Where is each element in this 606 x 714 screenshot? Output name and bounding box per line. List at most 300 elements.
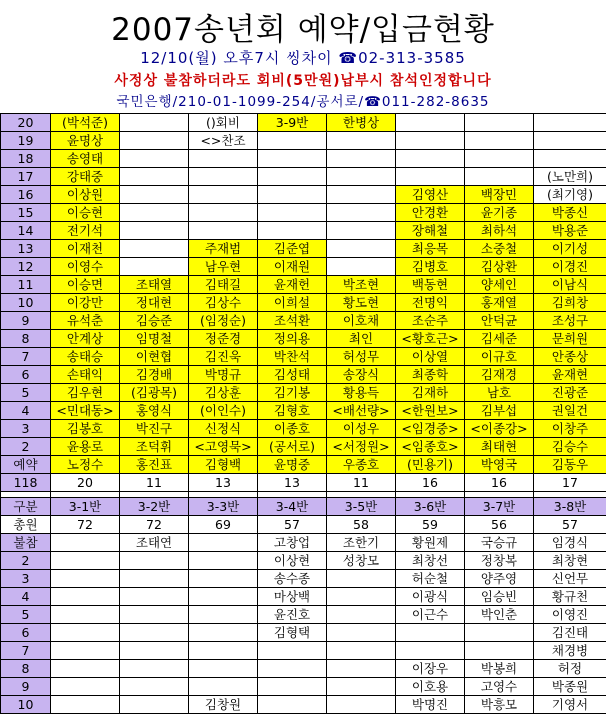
table-cell: 정창복 [465,552,534,570]
table-cell: 김성태 [258,366,327,384]
table-cell [51,570,120,588]
row-label: 구분 [1,498,51,516]
row-label: 10 [1,696,51,714]
absent-row [1,606,606,624]
table-cell: 송수종 [258,570,327,588]
table-cell: 조순주 [396,312,465,330]
table-cell [189,570,258,588]
table-cell: 이희설 [258,294,327,312]
table-cell [465,168,534,186]
table-row [1,222,606,240]
table-cell: 안덕균 [465,312,534,330]
absent-row [1,642,606,660]
table-cell [396,114,465,132]
table-cell: 소중철 [465,240,534,258]
table-cell: 고영수 [465,678,534,696]
absent-row [1,624,606,642]
absent-row [1,534,606,552]
table-cell: 김재하 [396,384,465,402]
table-cell: 주재범 [189,240,258,258]
table-cell: 조석환 [258,312,327,330]
row-label: 15 [1,204,51,222]
table-cell [189,204,258,222]
table-cell: 노정수 [51,456,120,474]
table-cell: 김상훈 [189,384,258,402]
table-cell: 김동우 [534,456,606,474]
table-cell: 윤명상 [51,132,120,150]
table-cell: 기영서 [534,696,606,714]
table-cell: 11 [120,474,189,492]
table-cell [189,606,258,624]
table-cell [120,624,189,642]
table-cell: 이재천 [51,240,120,258]
table-row [1,384,606,402]
count-row [1,474,606,492]
table-cell [396,150,465,168]
table-cell [327,606,396,624]
row-label: 2 [1,438,51,456]
table-cell: 김영산 [396,186,465,204]
table-cell: 허정 [534,660,606,678]
table-cell [258,696,327,714]
table-cell: 57 [258,516,327,534]
row-label: 6 [1,366,51,384]
table-cell [120,240,189,258]
table-cell: <한원보> [396,402,465,420]
table-cell [120,168,189,186]
table-cell: <>찬조 [189,132,258,150]
table-cell: 3-5반 [327,498,396,516]
table-cell [396,642,465,660]
table-cell: 김병호 [396,258,465,276]
table-cell: 성창모 [327,552,396,570]
table-cell: 이장우 [396,660,465,678]
table-cell: 김진욱 [189,348,258,366]
class-header-row [1,498,606,516]
row-label: 11 [1,276,51,294]
table-cell: 손태익 [51,366,120,384]
table-cell: 3-7반 [465,498,534,516]
table-cell [258,660,327,678]
table-cell [189,678,258,696]
table-cell [327,186,396,204]
table-cell [51,624,120,642]
table-cell [465,150,534,168]
table-cell [327,150,396,168]
table-row [1,330,606,348]
table-cell: 박용준 [534,222,606,240]
row-label: 예약 [1,456,51,474]
table-cell: 3-8반 [534,498,606,516]
table-row [1,456,606,474]
table-cell: 박명규 [189,366,258,384]
table-cell: 김우현 [51,384,120,402]
table-row [1,204,606,222]
table-cell [327,258,396,276]
table-cell [51,678,120,696]
table-cell [534,132,606,150]
row-label: 18 [1,150,51,168]
table-cell: 이종호 [258,420,327,438]
table-cell [189,186,258,204]
table-cell: 홍진표 [120,456,189,474]
table-cell: 72 [120,516,189,534]
table-cell: 3-3반 [189,498,258,516]
table-cell: 임경식 [534,534,606,552]
row-label: 13 [1,240,51,258]
row-label: 6 [1,624,51,642]
table-cell [120,132,189,150]
table-cell: 김봉호 [51,420,120,438]
table-cell: (최기영) [534,186,606,204]
table-cell: 백장민 [465,186,534,204]
table-cell [120,696,189,714]
table-cell [120,114,189,132]
table-cell: 김승준 [120,312,189,330]
table-cell: 윤재헌 [258,276,327,294]
row-label: 20 [1,114,51,132]
table-cell [51,660,120,678]
table-cell: 박영국 [465,456,534,474]
table-cell: 고창업 [258,534,327,552]
table-cell: 17 [534,474,606,492]
table-cell: 남우현 [189,258,258,276]
table-row [1,348,606,366]
table-cell: 최하석 [465,222,534,240]
table-cell: 박조현 [327,276,396,294]
table-cell [465,114,534,132]
table-cell: 박종원 [534,678,606,696]
table-cell: 김준엽 [258,240,327,258]
table-cell: <황호근> [396,330,465,348]
table-cell [51,588,120,606]
table-cell: 이성우 [327,420,396,438]
table-cell: 안계상 [51,330,120,348]
table-cell [327,570,396,588]
table-cell: 김상수 [189,294,258,312]
table-cell: 이호용 [396,678,465,696]
table-cell: 임명철 [120,330,189,348]
table-cell [258,204,327,222]
table-cell: 김형호 [258,402,327,420]
table-row [1,420,606,438]
table-cell [120,150,189,168]
table-cell: 이재원 [258,258,327,276]
table-cell: 우종호 [327,456,396,474]
table-cell: 3-6반 [396,498,465,516]
table-cell [51,696,120,714]
table-cell: 김상환 [465,258,534,276]
table-cell: 김부섭 [465,402,534,420]
absent-row [1,552,606,570]
table-cell: 홍재열 [465,294,534,312]
table-cell: 이창주 [534,420,606,438]
table-cell [258,150,327,168]
table-cell [189,150,258,168]
table-cell: 11 [327,474,396,492]
table-cell: 백동현 [396,276,465,294]
table-cell: 김창원 [189,696,258,714]
row-label: 9 [1,678,51,696]
table-cell: <배선량> [327,402,396,420]
table-cell [327,222,396,240]
row-label: 118 [1,474,51,492]
table-cell: 박인춘 [465,606,534,624]
table-cell: 김세준 [465,330,534,348]
row-label: 9 [1,312,51,330]
table-cell [120,186,189,204]
table-cell: 16 [396,474,465,492]
table-cell: 16 [465,474,534,492]
table-cell: 최태현 [465,438,534,456]
table-cell: 송영태 [51,150,120,168]
table-cell: 강태중 [51,168,120,186]
table-cell: 채경병 [534,642,606,660]
table-cell: 최인 [327,330,396,348]
table-cell: 신언무 [534,570,606,588]
table-cell: 황규천 [534,588,606,606]
table-row [1,150,606,168]
table-cell: (이인수) [189,402,258,420]
table-cell: 양주영 [465,570,534,588]
table-cell [327,642,396,660]
table-cell [120,258,189,276]
table-row [1,294,606,312]
table-cell: 김재경 [465,366,534,384]
table-cell: 권일건 [534,402,606,420]
table-cell: 58 [327,516,396,534]
table-cell [465,132,534,150]
table-cell [327,660,396,678]
row-label: 14 [1,222,51,240]
table-cell: 이현협 [120,348,189,366]
table-cell: 황도현 [327,294,396,312]
table-cell [396,168,465,186]
table-cell: 홍영식 [120,402,189,420]
table-cell: 김형백 [189,456,258,474]
table-cell: 3-9반 [258,114,327,132]
table-cell [120,552,189,570]
table-cell [327,132,396,150]
row-label: 17 [1,168,51,186]
event-info: 12/10(월) 오후7시 씽차이 ☎02-313-3585 [0,47,606,68]
table-cell: 정의용 [258,330,327,348]
table-row [1,438,606,456]
table-cell [120,570,189,588]
table-cell: 이상열 [396,348,465,366]
row-label: 8 [1,330,51,348]
table-cell [189,660,258,678]
table-cell: 박명진 [396,696,465,714]
row-label: 10 [1,294,51,312]
table-cell: 김승수 [534,438,606,456]
notice-text: 사정상 불참하더라도 회비(5만원)납부시 참석인정합니다 [0,70,606,90]
row-label: 5 [1,384,51,402]
table-cell [51,552,120,570]
table-cell: 김기봉 [258,384,327,402]
table-cell [327,678,396,696]
table-cell: 13 [258,474,327,492]
table-cell: 허순철 [396,570,465,588]
table-cell: 조한기 [327,534,396,552]
row-label: 총원 [1,516,51,534]
table-row [1,312,606,330]
table-cell: 3-1반 [51,498,120,516]
table-cell: ()회비 [189,114,258,132]
table-cell: 신정식 [189,420,258,438]
table-row [1,114,606,132]
table-cell [120,204,189,222]
table-cell: <고영묵> [189,438,258,456]
table-cell: 유석춘 [51,312,120,330]
table-cell: 윤진호 [258,606,327,624]
row-label: 불참 [1,534,51,552]
table-cell: 박봉희 [465,660,534,678]
table-cell [258,132,327,150]
table-cell [258,678,327,696]
table-cell: 최창선 [396,552,465,570]
table-cell: 박종신 [534,204,606,222]
table-cell: 이경진 [534,258,606,276]
table-row [1,402,606,420]
absent-row [1,678,606,696]
table-cell: <서정원> [327,438,396,456]
table-cell: 황원제 [396,534,465,552]
table-cell: 3-2반 [120,498,189,516]
table-cell: (민용기) [396,456,465,474]
table-cell: 3-4반 [258,498,327,516]
table-cell: 59 [396,516,465,534]
table-cell [327,204,396,222]
table-cell [120,678,189,696]
row-label: 16 [1,186,51,204]
table-cell: 황용득 [327,384,396,402]
table-cell: 이상현 [258,552,327,570]
table-cell: 전명익 [396,294,465,312]
table-cell: 57 [534,516,606,534]
table-row [1,240,606,258]
table-cell [258,168,327,186]
table-cell: 임승빈 [465,588,534,606]
row-label: 12 [1,258,51,276]
table-cell: 이근수 [396,606,465,624]
row-label: 8 [1,660,51,678]
table-cell: <이종강> [465,420,534,438]
table-cell: 김희창 [534,294,606,312]
table-cell [120,588,189,606]
table-cell: (임정순) [189,312,258,330]
table-cell [534,114,606,132]
table-cell: 이영진 [534,606,606,624]
table-cell: 이강만 [51,294,120,312]
table-cell: 송태승 [51,348,120,366]
table-cell: 남호 [465,384,534,402]
table-cell [327,168,396,186]
table-cell: 정대현 [120,294,189,312]
row-label: 3 [1,420,51,438]
table-cell [51,606,120,624]
table-cell [258,222,327,240]
absent-row [1,696,606,714]
absent-row [1,588,606,606]
table-cell: (공서로) [258,438,327,456]
table-cell: 박찬석 [258,348,327,366]
table-cell: 조태연 [120,534,189,552]
table-cell [327,240,396,258]
table-cell [120,606,189,624]
total-row [1,516,606,534]
table-cell: 박진구 [120,420,189,438]
table-cell: 이광식 [396,588,465,606]
table-cell: <임종호> [396,438,465,456]
table-cell: 윤재현 [534,366,606,384]
table-cell: 진광준 [534,384,606,402]
table-cell [327,624,396,642]
header [0,0,606,113]
table-cell [327,696,396,714]
table-cell [465,642,534,660]
table-cell: 한병상 [327,114,396,132]
table-cell: 이승면 [51,276,120,294]
table-cell [258,186,327,204]
table-cell [189,624,258,642]
row-label: 7 [1,348,51,366]
table-cell [189,588,258,606]
table-cell: 김태길 [189,276,258,294]
table-cell [396,624,465,642]
page-title: 2007송년회 예약/입금현황 [0,4,606,49]
table-cell: 13 [189,474,258,492]
table-cell: <임경중> [396,420,465,438]
row-label: 4 [1,402,51,420]
table-cell: 윤명중 [258,456,327,474]
table-cell: <민대동> [51,402,120,420]
table-cell [51,642,120,660]
table-cell: (노만희) [534,168,606,186]
table-cell [327,588,396,606]
table-cell: 허성무 [327,348,396,366]
table-cell: 이남식 [534,276,606,294]
absent-row [1,570,606,588]
table-cell: 윤용로 [51,438,120,456]
table-cell: 72 [51,516,120,534]
table-row [1,276,606,294]
table-cell [189,222,258,240]
table-cell [189,534,258,552]
table-cell: 김형택 [258,624,327,642]
table-cell: (김광목) [120,384,189,402]
row-label: 7 [1,642,51,660]
table-cell: 이기성 [534,240,606,258]
row-label: 19 [1,132,51,150]
table-cell: 송장식 [327,366,396,384]
table-cell: 문희원 [534,330,606,348]
table-row [1,168,606,186]
table-cell: 양세인 [465,276,534,294]
row-label: 3 [1,570,51,588]
table-row [1,366,606,384]
table-cell: 마상백 [258,588,327,606]
table-cell [120,222,189,240]
table-cell [51,534,120,552]
row-label: 2 [1,552,51,570]
table-cell: 전기석 [51,222,120,240]
table-cell: 장해철 [396,222,465,240]
table-cell [534,150,606,168]
table-cell: 정준경 [189,330,258,348]
table-row [1,186,606,204]
table-cell [465,624,534,642]
